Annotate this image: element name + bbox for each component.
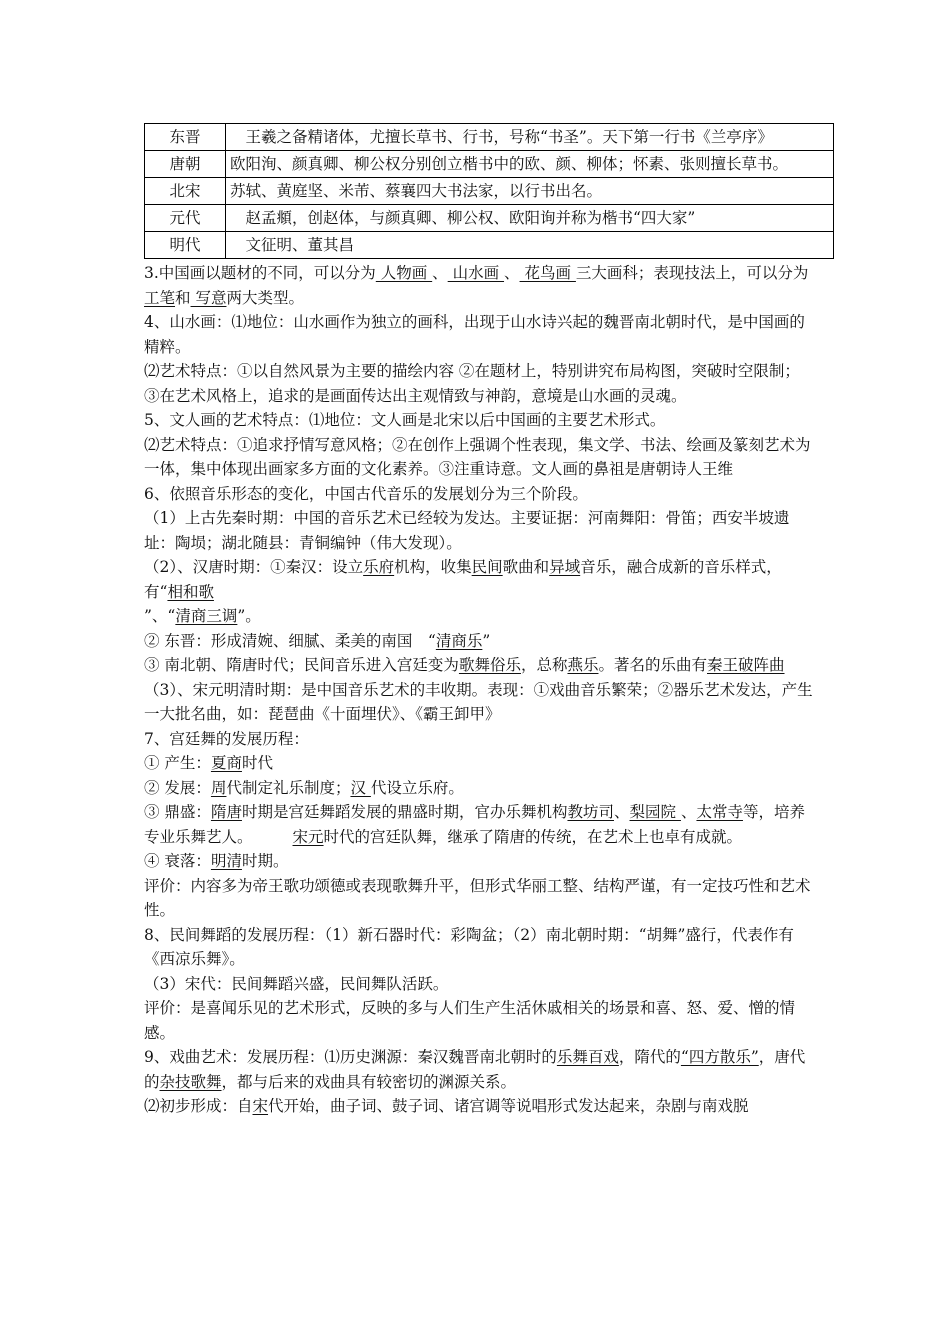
blank-answer: 相和歌	[167, 582, 214, 601]
paragraph-7-decline	[144, 849, 814, 874]
text: 两大类型。	[226, 288, 304, 307]
text: ”	[482, 631, 491, 650]
paragraph-7-origin	[144, 751, 814, 776]
blank-answer: 工笔	[144, 288, 176, 307]
paragraph-7-peak	[144, 800, 814, 849]
dynasty-cell: 明代	[145, 232, 226, 259]
body-text	[144, 261, 814, 1119]
paragraph-6-east-jin	[144, 629, 814, 654]
text: ”、“	[144, 607, 176, 625]
text: ”。	[237, 607, 261, 625]
calligraphy-dynasty-table	[144, 123, 834, 259]
blank-answer: 清商乐	[435, 631, 483, 650]
text: 、	[680, 803, 697, 821]
blank-answer: 梨园院	[629, 803, 681, 821]
text: ② 东晋：形成清婉、细腻、柔美的南国 “	[144, 631, 436, 650]
blank-answer: 汉	[350, 778, 371, 797]
blank-answer: 杂技歌舞	[159, 1072, 222, 1091]
paragraph-5-line-1: 5、文人画的艺术特点：⑴地位：文人画是北宋以后中国画的主要艺术形式。	[144, 411, 666, 429]
text: 时代	[241, 754, 273, 772]
paragraph-3	[144, 261, 814, 310]
blank-answer: 隋唐	[210, 803, 242, 821]
text: 9、戏曲艺术：发展历程：⑴历史渊源：秦汉魏晋南北朝时的	[144, 1048, 557, 1066]
text: 代开始，曲子词、鼓子词、诸宫调等说唱形式发达起来，杂剧与南戏脱	[268, 1097, 749, 1115]
paragraph-4-line-2: ⑵艺术特点：①以自然风景为主要的描绘内容 ②在题材上，特别讲究布局构图，突破时空限制；③在艺术风格上，追求的是画面传达出主观情致与神韵，意境是山水画的灵魂。	[144, 362, 800, 405]
text: ① 产生：	[144, 754, 211, 772]
dynasty-cell: 北宋	[145, 178, 226, 205]
dynasty-cell: 东晋	[145, 124, 226, 151]
text: ，总称	[520, 656, 568, 674]
text: ③ 南北朝、隋唐时代；民间音乐进入宫廷变为	[144, 656, 459, 674]
paragraph-5-line-2: ⑵艺术特点：①追求抒情写意风格；②在创作上强调个性表现，集文学、书法、绘画及篆刻艺术为一体，集中体现出画家多方面的文化素养。③注重诗意。文人画的鼻祖是唐朝诗人王维	[144, 435, 811, 478]
blank-answer: 宋元	[292, 827, 324, 846]
text: 机构，收集	[394, 558, 472, 576]
blank-answer: 民间	[471, 558, 503, 576]
text: ⑵初步形成：自	[144, 1097, 253, 1115]
text: 音乐，融合成新的音乐样式，有“	[144, 558, 782, 601]
text: 时代的宫廷队舞，继承了隋唐的传统，在艺术上也卓有成就。	[323, 827, 743, 846]
blank-answer: 宋	[252, 1097, 269, 1115]
text: ，唐代的	[144, 1048, 806, 1091]
text: 。著名的乐曲有	[598, 656, 707, 674]
paragraph-6-stage-2	[144, 555, 814, 629]
blank-answer: 周	[210, 778, 227, 797]
table-row	[145, 205, 834, 232]
text: 代设立乐府。	[370, 778, 464, 797]
paragraph-4-line-1: 4、山水画：⑴地位：山水画作为独立的画科，出现于山水诗兴起的魏晋南北朝时代，是中国画的精粹。	[144, 313, 805, 356]
text: 、	[432, 264, 448, 282]
paragraph-7-evaluation: 评价：内容多为帝王歌功颂德或表现歌舞升平，但形式华丽工整、结构严谨，有一定技巧性和艺术性。	[144, 876, 811, 919]
blank-answer: 花鸟画	[519, 264, 576, 282]
blank-answer: “四方散乐”	[680, 1048, 759, 1066]
document-page	[144, 123, 814, 1119]
paragraph-6-stage-1: （1）上古先秦时期：中国的音乐艺术已经较为发达。主要证据：河南舞阳：骨笛；西安半坡遗址：陶埙；湖北随县：青铜编钟（伟大发现）。	[144, 509, 790, 552]
paragraph-6-sui-tang	[144, 653, 814, 678]
paragraph-7-title: 7、宫廷舞的发展历程：	[144, 729, 309, 748]
paragraph-9-line-1	[144, 1045, 814, 1094]
table-row	[145, 232, 834, 259]
blank-answer: 燕乐	[567, 656, 599, 674]
blank-answer: 山水画	[447, 264, 505, 282]
text: 、	[504, 264, 520, 282]
text: 时期是宫廷舞蹈发展的鼎盛时期，官办乐舞机构	[241, 803, 568, 821]
blank-answer: 秦王破阵曲	[707, 656, 785, 674]
blank-answer: 夏商	[210, 754, 242, 772]
blank-answer: 乐府	[363, 558, 395, 576]
paragraph-6-title: 6、依照音乐形态的变化，中国古代音乐的发展划分为三个阶段。	[144, 484, 588, 503]
blank-answer: 写意	[190, 288, 227, 307]
paragraph-8-line-2: （3）宋代：民间舞蹈兴盛，民间舞队活跃。	[144, 974, 449, 993]
text: （2）、汉唐时期：①秦汉：设立	[144, 558, 364, 576]
paragraph-8-line-1: 8、民间舞蹈的发展历程：（1）新石器时代：彩陶盆；（2）南北朝时期：“胡舞”盛行，代表作有《西凉乐舞》。	[144, 925, 794, 968]
text: 时期。	[241, 852, 289, 870]
content-cell: 欧阳洵、颜真卿、柳公权分别创立楷书中的欧、颜、柳体；怀素、张则擅长草书。	[226, 151, 834, 178]
text: ，都与后来的戏曲具有较密切的渊源关系。	[221, 1072, 517, 1091]
text: 和	[175, 288, 191, 307]
blank-answer: 乐舞百戏	[556, 1048, 619, 1066]
paragraph-9-line-2	[144, 1094, 814, 1119]
paragraph-6-stage-3: （3）、宋元明清时期：是中国音乐艺术的丰收期。表现：①戏曲音乐繁荣；②器乐艺术发达，产生一大批名曲，如：琵琶曲《十面埋伏》、《霸王卸甲》	[144, 680, 813, 723]
text: 三大画科；表现技法上，可以分为	[575, 264, 809, 282]
text: 代制定礼乐制度；	[226, 778, 351, 797]
text: 、	[613, 803, 630, 821]
dynasty-cell: 唐朝	[145, 151, 226, 178]
text: 歌曲和	[502, 558, 550, 576]
content-cell: 赵孟頫，创赵体，与颜真卿、柳公权、欧阳询并称为楷书“四大家”	[226, 205, 834, 232]
text: ④ 衰落：	[144, 852, 211, 870]
table-row	[145, 124, 834, 151]
blank-answer: 太常寺	[696, 803, 743, 821]
paragraph-8-evaluation: 评价：是喜闻乐见的艺术形式，反映的多与人们生产生活休戚相关的场景和喜、怒、爱、憎的情感。	[144, 999, 796, 1042]
blank-answer: 清商三调	[175, 607, 238, 625]
text: ② 发展：	[144, 778, 211, 797]
content-cell: 王羲之备精诸体，尤擅长草书、行书，号称“书圣”。天下第一行书《兰亭序》	[226, 124, 834, 151]
blank-answer: 明清	[210, 852, 242, 870]
content-cell: 苏轼、黄庭坚、米芾、蔡襄四大书法家，以行书出名。	[226, 178, 834, 205]
text: ③ 鼎盛：	[144, 803, 211, 821]
blank-answer: 异域	[549, 558, 581, 576]
text: ，隋代的	[618, 1048, 681, 1066]
paragraph-7-development	[144, 776, 814, 801]
blank-answer: 歌舞俗乐	[458, 656, 521, 674]
content-cell: 文征明、董其昌	[226, 232, 834, 259]
text: 3.中国画以题材的不同，可以分为	[144, 264, 376, 282]
blank-answer: 教坊司	[567, 803, 614, 821]
table-row	[145, 178, 834, 205]
table-row	[145, 151, 834, 178]
dynasty-cell: 元代	[145, 205, 226, 232]
blank-answer: 人物画	[375, 264, 433, 282]
text: 等，培养专业乐舞艺人。	[144, 803, 805, 846]
